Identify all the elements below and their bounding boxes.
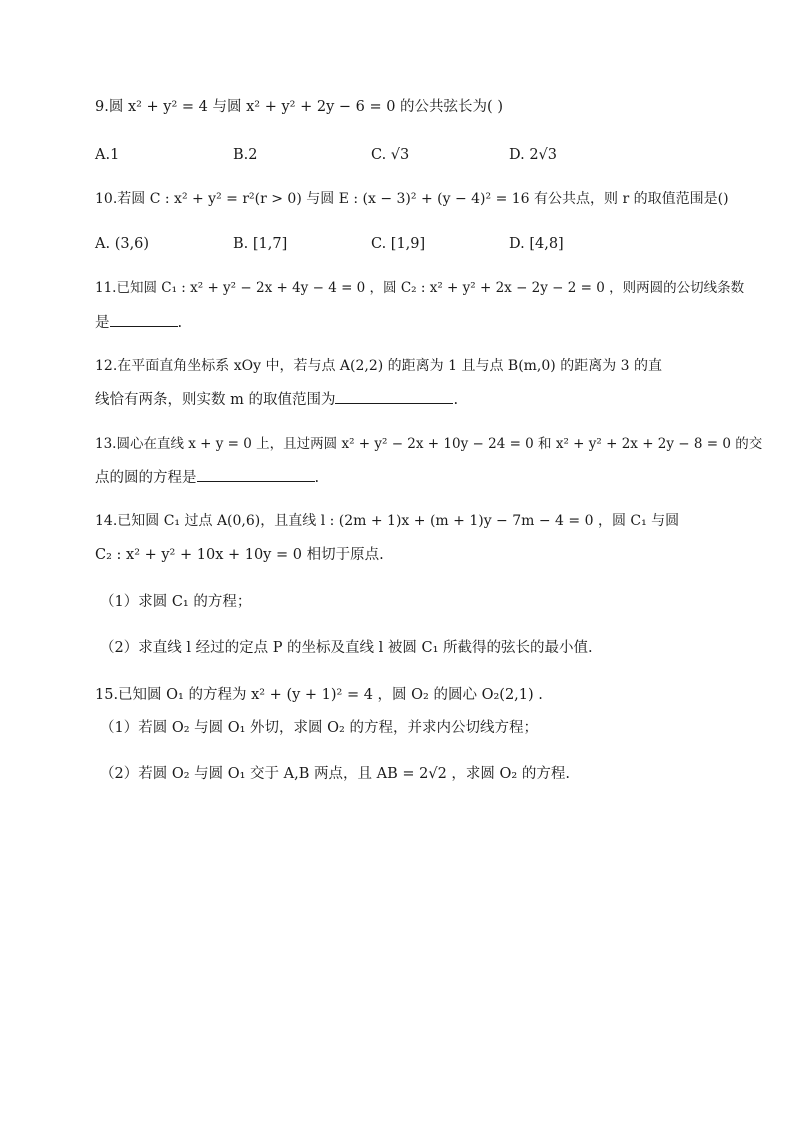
q13-stem-line1: 13.圆心在直线 x + y = 0 上，且过两圆 x² + y² − 2x + 10y − 24 = 0 和 x² + y² + 2x + 2y − 8 = 0 的交	[95, 436, 763, 452]
q14-part2: （2）求直线 l 经过的定点 P 的坐标及直线 l 被圆 C₁ 所截得的弦长的最小值.	[100, 640, 593, 656]
q11-stem-line2	[95, 312, 182, 333]
q10-option-a: A. (3,6)	[95, 236, 150, 252]
q10-option-c: C. [1,9]	[371, 236, 426, 252]
q11-stem-line1: 11.已知圆 C₁ : x² + y² − 2x + 4y − 4 = 0 ，圆 C₂ : x² + y² + 2x − 2y − 2 = 0 ，则两圆的公切线条数	[95, 280, 745, 296]
q12-answer-blank[interactable]	[335, 389, 453, 404]
q14-stem-line2: C₂ : x² + y² + 10x + 10y = 0 相切于原点.	[95, 547, 384, 563]
q14-part1: （1）求圆 C₁ 的方程；	[100, 594, 252, 610]
q13-answer-blank[interactable]	[197, 467, 315, 482]
q9-option-d: D. 2√3	[509, 147, 558, 163]
q9-option-a: A.1	[95, 147, 120, 163]
q13-stem-line2	[95, 467, 319, 488]
q10-option-b: B. [1,7]	[233, 236, 288, 252]
q13-prefix: 点的圆的方程是	[95, 470, 197, 486]
q12-prefix: 线恰有两条，则实数 m 的取值范围为	[95, 392, 336, 408]
q14-stem-line1: 14.已知圆 C₁ 过点 A(0,6)，且直线 l : (2m + 1)x + (m + 1)y − 7m − 4 = 0 ，圆 C₁ 与圆	[95, 513, 680, 529]
q11-answer-blank[interactable]	[110, 312, 178, 327]
q9-option-c: C. √3	[371, 147, 410, 163]
q12-suffix: .	[453, 392, 459, 408]
q12-stem-line1: 12.在平面直角坐标系 xOy 中，若与点 A(2,2) 的距离为 1 且与点 B(m,0) 的距离为 3 的直	[95, 358, 663, 374]
q15-part2: （2）若圆 O₂ 与圆 O₁ 交于 A,B 两点，且 AB = 2√2 ，求圆 O₂ 的方程.	[100, 766, 570, 782]
q15-stem-line1: 15.已知圆 O₁ 的方程为 x² + (y + 1)² = 4 ，圆 O₂ 的圆心 O₂(2,1) .	[95, 687, 543, 703]
q13-suffix: .	[314, 470, 320, 486]
q10-option-d: D. [4,8]	[509, 236, 564, 252]
q10-stem: 10.若圆 C : x² + y² = r²(r > 0) 与圆 E : (x − 3)² + (y − 4)² = 16 有公共点，则 r 的取值范围是()	[95, 191, 729, 207]
q11-suffix: .	[177, 315, 183, 331]
q9-option-b: B.2	[233, 147, 258, 163]
q9-stem: 9.圆 x² + y² = 4 与圆 x² + y² + 2y − 6 = 0 的公共弦长为( )	[95, 99, 503, 115]
q11-prefix: 是	[95, 315, 110, 331]
q12-stem-line2	[95, 389, 458, 410]
q15-part1: （1）若圆 O₂ 与圆 O₁ 外切，求圆 O₂ 的方程，并求内公切线方程；	[100, 720, 538, 736]
